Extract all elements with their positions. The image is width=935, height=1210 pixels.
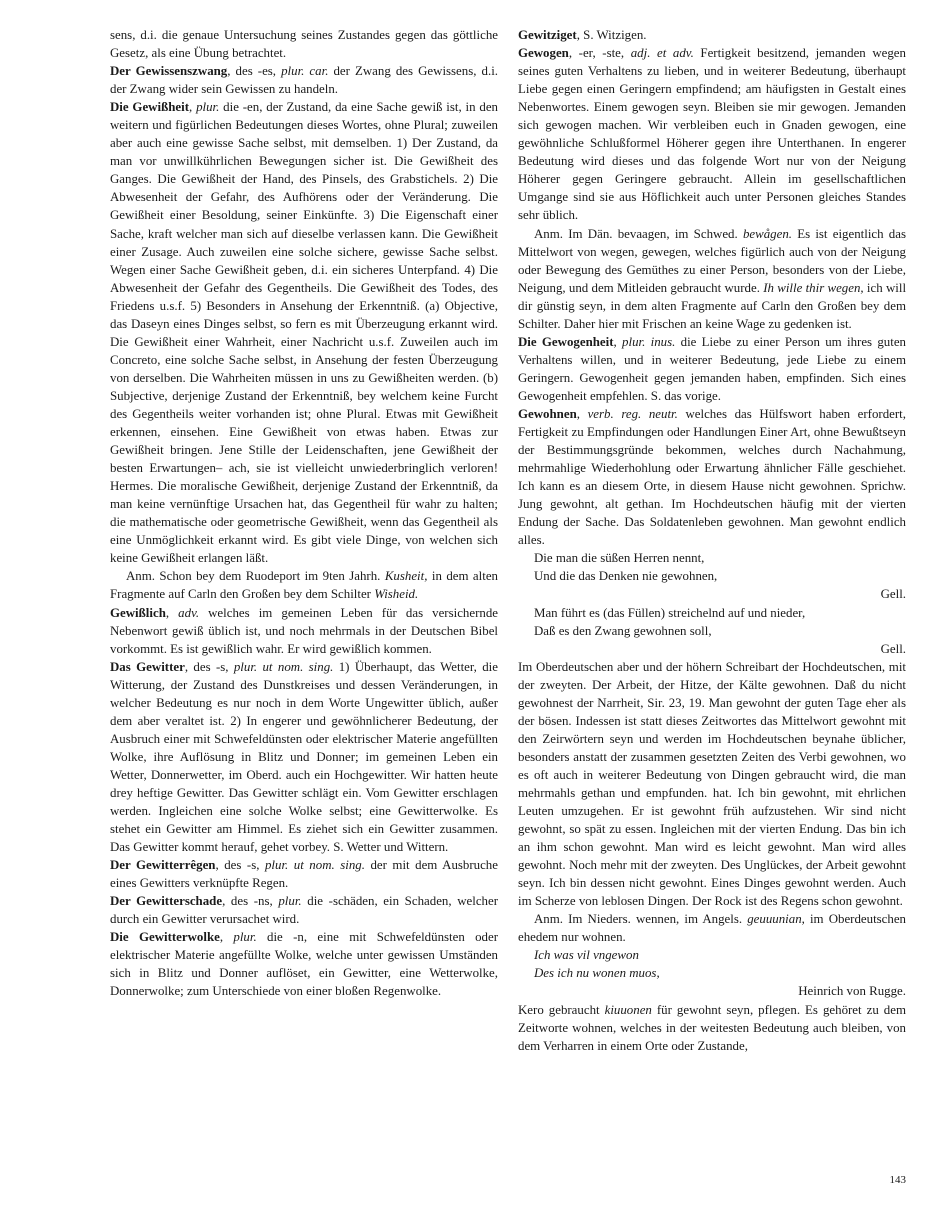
verse-line: Daß es den Zwang gewohnen soll, bbox=[534, 623, 712, 638]
entry-gewitterregen: Der Gewitterrêgen, des -s, plur. ut nom. sing. der mit dem Ausbruche eines Gewitters verknüpfte Regen. bbox=[110, 858, 498, 891]
annotation-gewissheit: Anm. Schon bey dem Ruodeport im 9ten Jahrh. Kusheit, in dem alten Fragmente auf Carln den Großen bey dem Schilter Wisheid. bbox=[110, 569, 498, 602]
grammar-note: plur. ut nom. sing. bbox=[233, 659, 334, 674]
entry-gewitziget: Gewitziget, S. Witzigen. bbox=[518, 28, 647, 42]
grammar-note: plur. bbox=[196, 100, 220, 115]
headword: Das Gewitter bbox=[110, 659, 185, 674]
entry-continuation: sens, d.i. die genaue Untersuchung seines Zustandes gegen das göttliche Gesetz, als eine Übung betrachtet. bbox=[110, 28, 498, 61]
verse-line: Und die das Denken nie gewohnen, bbox=[534, 569, 718, 584]
headword: Der Gewissenszwang bbox=[110, 64, 228, 79]
headword: Die Gewitterwolke bbox=[110, 930, 220, 945]
entry-gewisslich: Gewißlich, adv. welches im gemeinen Leben für das versichernde Nebenwort gewiß üblich ist, und noch mehrmals in der Deutschen Bibel vorkommt. Es ist gewißlich wahr. Er wird gewißlich kommen. bbox=[110, 605, 498, 656]
entry-gewohnen: Gewohnen, verb. reg. neutr. welches das Hülfswort haben erfordert, Fertigkeit zu Empfindungen oder Handlungen Einer Art, ohne Bewußtseyn der Bestimmungsgründe bekommen, welches durch Nachahmung, mehrmahlige Wiederhohlung oder Erwartung ähnlicher Fälle geschiehet. Ich kann es an diesem Orte, in diesem Hause nicht gewohnen. Sprichw. Jung gewohnt, alt gethan. Im Hochdeutschen häufig mit der vierten Endung der Sache. Das Soldatenleben gewohnen. Man gewohnt endlich alles. bbox=[518, 406, 906, 548]
verse-attribution: Gell. bbox=[880, 587, 906, 602]
verse-line: Die man die süßen Herren nennt, bbox=[534, 551, 705, 566]
headword: Der Gewitterrêgen bbox=[110, 858, 216, 873]
grammar-note: plur. ut nom. sing. bbox=[264, 858, 365, 873]
entry-gewitter: Das Gewitter, des -s, plur. ut nom. sing. 1) Überhaupt, das Wetter, die Witterung, der Zustand des Dunstkreises und dessen Veränderungen, in welcher Bedeutung es nur noch in dem Worte Ungewitter üblich, außer dem aber veraltet ist. 2) In engerer und gewöhnlicherer Bedeutung, der Ausbruch einer mit Schwefeldünsten oder elektrischer Materie angefüllten Wolke, ihre Auflösung in Blitz und Donner; im gemeinen Leben ein Wetter, Donnerwetter, im Oberd. auch ein Hochgewitter. Wir hatten heute drey heftige Gewitter. Das Gewitter schlägt ein. Vom Gewitter erschlagen werden. Ingleichen eine solche Wolke selbst; eine Gewitterwolke. Es stehet ein Gewitter am Himmel. Es ziehet sich ein Gewitter zusammen. Das Gewitter kommt herauf, gehet vorbey. S. Wetter und Wittern. bbox=[110, 659, 498, 855]
verse-attribution: Gell. bbox=[880, 641, 906, 656]
right-column bbox=[518, 26, 906, 1055]
grammar-note: verb. reg. neutr. bbox=[587, 406, 678, 421]
verse-attribution: Heinrich von Rugge. bbox=[798, 984, 906, 999]
headword: Die Gewogenheit bbox=[518, 334, 614, 349]
annotation-gewohnen: Anm. Im Nieders. wennen, im Angels. geuuunian, im Oberdeutschen ehedem nur wohnen. bbox=[518, 912, 907, 945]
grammar-note: plur. bbox=[278, 894, 302, 909]
verse-line: Ich was vil vngewon bbox=[534, 948, 639, 963]
headword: Gewitziget bbox=[518, 28, 577, 42]
grammar-note: plur. car. bbox=[281, 64, 329, 79]
left-column bbox=[110, 26, 498, 1001]
page-number: 143 bbox=[889, 1174, 906, 1186]
entry-gewissheit: Die Gewißheit, plur. die -en, der Zustand, da eine Sache gewiß ist, in den weitern und figürlichen Bedeutungen dieses Wortes, ohne Plural; zuweilen aber auch eine gewisse Sache selbst, mit demselben. 1) Der Zustand, da man vor unwillkührlichen Bewegungen sicher ist. Die Gewißheit des Ganges. Die Gewißheit der Hand, des Pinsels, des Grabstichels. 2) Die Abwesenheit der Gefahr, des Aufhörens oder der Veränderung. Die Gewißheit einer Besoldung, seiner Einkünfte. 3) Die Eigenschaft einer Sache, kraft welcher man sich auf dieselbe verlassen kann. Die Gewißheit einer Zusage. Auch zuweilen eine solche sichere, gewisse Sache selbst. Wegen einer Sache Gewißheit geben, d.i. ein sicheres Unterpfand. 4) Die Abwesenheit der Gefahr des Gegentheils. Die Gewißheit des Todes, des Friedens u.s.f. 5) Besonders in Ansehung der Erkenntniß. (a) Objective, das Daseyn eines Dinges selbst, so fern es mit Überzeugung erkannt wird. Die Gewißheit einer Wahrheit, einer Nachricht u.s.f. Zuweilen auch im Concreto, eine solche Sache selbst, in Ansehung der festen Überzeugung von derselben. Die Wahrheiten müssen in uns zu Gewißheiten werden. (b) Subjective, derjenige Zustand der Erkenntniß, bey welchem keine Furcht des Gegentheils weiter vorhanden ist; ohne Plural. Etwas mit Gewißheit erkennen, einsehen. Eine Gewißheit von etwas haben. Etwas zur Gewißheit bringen. Jene Stille der Leidenschaften, jene Gewißheit der besten Erwartungen– ach, sie ist vielleicht unwiederbringlich verloren! Hermes. Die moralische Gewißheit, derjenige Zustand der Erkenntniß, da man keine vernünftige Ursachen hat, das Gegentheil für wahr zu halten; die mathematische oder geometrische Gewißheit, wenn das Gegentheil als eine Unmöglichkeit erkannt wird. Es gibt viele Dinge, von welchen sich keine Gewißheit erlangen läßt. bbox=[110, 100, 498, 566]
verse-line: Man führt es (das Füllen) streichelnd auf und nieder, bbox=[534, 605, 806, 620]
grammar-note: adj. et adv. bbox=[630, 46, 694, 61]
headword: Der Gewitterschade bbox=[110, 894, 223, 909]
headword: Gewohnen bbox=[518, 406, 577, 421]
entry-kero: Kero gebraucht kiuuonen für gewohnt seyn, pflegen. Es gehöret zu dem Zeitworte wohnen, welches in der weitesten Bedeutung auch bleiben, von dem Verharren in einem Orte oder Zustande, bbox=[518, 1002, 906, 1053]
headword: Gewogen bbox=[518, 46, 569, 61]
entry-gewogenheit: Die Gewogenheit, plur. inus. die Liebe zu einer Person um ihres guten Verhaltens willen, und in weiterer Bedeutung, jede Liebe zu einem Geringern. Gewogenheit gegen jemanden haben, empfinden. Sich eines Gewogenheit empfehlen. S. das vorige. bbox=[518, 334, 906, 403]
entry-gewogen: Gewogen, -er, -ste, adj. et adv. Fertigkeit besitzend, jemanden wegen seines guten Verhaltens zu lieben, und in weiterer Bedeutung, überhaupt Liebe gegen einen Geringern empfindend; am häufigsten in Gestalt eines Nebenwortes. Einem gewogen seyn. Bleiben sie mir gewogen. Jemanden sich gewogen machen. Wir verbleiben euch in Gnaden gewogen, eine gewöhnliche Schlußformel Höherer gegen ihre Unterthanen. In engerer Bedeutung wird dieses und das folgende Wort nur von der Neigung Höherer gegen Geringere gebraucht. Allein im gesellschaftlichen Umgange sind sie aus Höflichkeit auch unter Personen gleiches Standes sehr üblich. bbox=[518, 46, 906, 223]
entry-gewohnen-continued: Im Oberdeutschen aber und der höhern Schreibart der Hochdeutschen, mit der zweyten. Der Arbeit, der Hitze, der Kälte gewohnen. Daß du nicht gewohnest der Narrheit, Sir. 23, 19. Man gewohnt der guten Tage eher als der bösen. Indessen ist statt dieses Zeitwortes das Mittelwort gewohnt mit den Zeirwörtern seyn und werden im Hochdeutschen beynahe üblicher, besonders anstatt der zusammen gesetzten Zeiten des Verbi gewohnen, wo es oft auch in weiterer Bedeutung von Dingen gebraucht wird, die man mehrmahls gethan und empfunden. hat. Ich bin gewohnt, mit ehrlichen Leuten umzugehen. Er ist gewohnt früh aufzustehen. Wir sind nicht gewohnt, so spät zu essen. Ingleichen mit der vierten Endung. Das bin ich an ihm schon gewohnt. Man wird es leicht gewohnt. Man wird alles gewohnt. Noch mehr mit der zweyten. Des Unglückes, der Arbeit gewohnt seyn. Ich bin dessen nicht gewohnt. Eines Dinges gewohnt werden. Auch im Scherze von leblosen Dingen. Der Rock ist des Regens schon gewohnt. bbox=[518, 659, 906, 909]
entry-gewitterwolke: Die Gewitterwolke, plur. die -n, eine mit Schwefeldünsten oder elektrischer Materie angefüllte Wolke, welche unter gewissen Umständen sich in Blitz und Donner auflöset, ein Gewitter, eine Wetterwolke, Donnerwolke; zum Unterschiede von einer bloßen Regenwolke. bbox=[110, 930, 499, 999]
entry-gewitterschade: Der Gewitterschade, des -ns, plur. die -schäden, ein Schaden, welcher durch ein Gewitter verursachet wird. bbox=[110, 894, 498, 927]
headword: Gewißlich bbox=[110, 605, 166, 620]
grammar-note: plur. bbox=[233, 930, 257, 945]
grammar-note: adv. bbox=[178, 605, 200, 620]
verse-line: Des ich nu wonen muos, bbox=[534, 966, 660, 981]
grammar-note: plur. inus. bbox=[622, 334, 676, 349]
entry-gewissenszwang: Der Gewissenszwang, des -es, plur. car. der Zwang des Gewissens, d.i. der Zwang wider sein Gewissen zu handeln. bbox=[110, 64, 498, 97]
annotation-gewogen: Anm. Im Dän. bevaagen, im Schwed. bewågen. Es ist eigentlich das Mittelwort von wegen, gewegen, welches figürlich auch von der Neigung oder Bewegung des Gemüthes zu einer Person, besonders von der Liebe, Neigung, und dem Mitleiden gebraucht wurde. Ih wille thir wegen, ich will dir günstig seyn, in dem alten Fragmente auf Carln den Großen bey dem Schilter. Daher hier mit Frischen an keine Wage zu gedenken ist. bbox=[518, 226, 907, 331]
headword: Die Gewißheit bbox=[110, 100, 190, 115]
